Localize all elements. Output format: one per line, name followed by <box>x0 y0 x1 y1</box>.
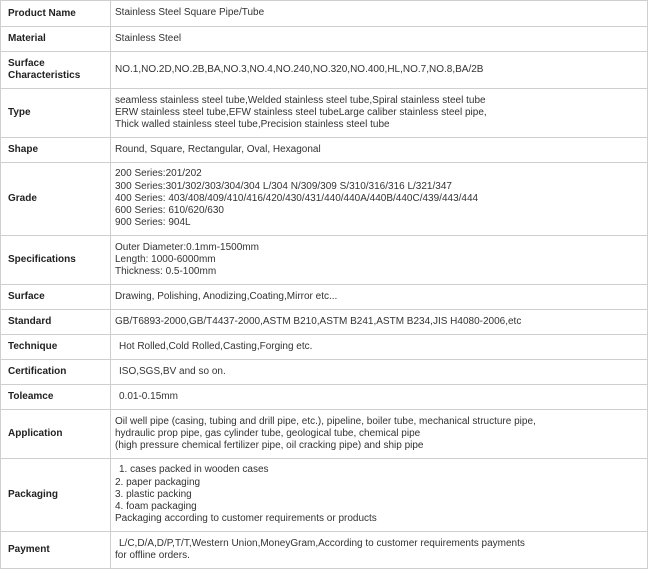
value-line: ERW stainless steel tube,EFW stainless steel tubeLarge caliber stainless steel pipe, <box>115 106 487 118</box>
row-value <box>111 285 648 310</box>
row-value <box>111 52 648 89</box>
row-material <box>1 27 648 52</box>
row-value <box>111 89 648 138</box>
row-packaging <box>1 459 648 532</box>
value-line: 600 Series: 610/620/630 <box>115 205 224 217</box>
value-line: 300 Series:301/302/303/304/304 L/304 N/309/309 S/310/316/316 L/321/347 <box>115 180 452 192</box>
row-value <box>111 360 648 385</box>
row-product-name <box>1 1 648 27</box>
value-line: Stainless Steel Square Pipe/Tube <box>115 7 265 19</box>
row-label: Grade <box>1 163 111 236</box>
row-grade <box>1 163 648 236</box>
row-value <box>111 236 648 285</box>
value-line: GB/T6893-2000,GB/T4437-2000,ASTM B210,ASTM B241,ASTM B234,JIS H4080-2006,etc <box>115 315 522 327</box>
row-label <box>1 52 111 89</box>
value-line: NO.1,NO.2D,NO.2B,BA,NO.3,NO.4,NO.240,NO.320,NO.400,HL,NO.7,NO.8,BA/2B <box>115 63 484 75</box>
row-value <box>111 410 648 459</box>
value-line: Stainless Steel <box>115 32 182 44</box>
value-line: ISO,SGS,BV and so on. <box>119 365 226 377</box>
value-line: hydraulic prop pipe, gas cylinder tube, geological tube, chemical pipe <box>115 427 421 439</box>
row-payment <box>1 532 648 569</box>
row-label: Material <box>1 27 111 52</box>
value-line: 900 Series: 904L <box>115 217 191 229</box>
row-label: Toleamce <box>1 385 111 410</box>
value-line: Hot Rolled,Cold Rolled,Casting,Forging etc. <box>119 340 313 352</box>
row-value <box>111 163 648 236</box>
row-value <box>111 459 648 532</box>
row-value <box>111 310 648 335</box>
value-line: Thickness: 0.5-100mm <box>115 266 217 278</box>
row-standard <box>1 310 648 335</box>
value-line: seamless stainless steel tube,Welded stainless steel tube,Spiral stainless steel tube <box>115 94 486 106</box>
value-line: for offline orders. <box>115 550 190 561</box>
value-line: Packaging according to customer requirements or products <box>115 513 377 525</box>
value-line: Outer Diameter:0.1mm-1500mm <box>115 241 259 253</box>
row-type <box>1 89 648 138</box>
row-value <box>111 385 648 410</box>
row-label: Standard <box>1 310 111 335</box>
row-surface <box>1 285 648 310</box>
row-label: Product Name <box>1 1 111 27</box>
row-value <box>111 1 648 27</box>
row-label: Certification <box>1 360 111 385</box>
row-surface-characteristics <box>1 52 648 89</box>
row-tolerance <box>1 385 648 410</box>
label-line: Characteristics <box>8 70 81 81</box>
value-line: L/C,D/A,D/P,T/T,Western Union,MoneyGram,According to customer requirements payments <box>119 537 525 549</box>
row-label: Packaging <box>1 459 111 532</box>
value-line: Drawing, Polishing, Anodizing,Coating,Mirror etc... <box>115 290 338 302</box>
row-technique <box>1 335 648 360</box>
row-label: Specifications <box>1 236 111 285</box>
row-value <box>111 532 648 569</box>
value-line: 4. foam packaging <box>115 501 197 513</box>
row-specifications <box>1 236 648 285</box>
row-label: Shape <box>1 138 111 163</box>
value-line: 3. plastic packing <box>115 488 192 500</box>
value-line: 2. paper packaging <box>115 476 201 488</box>
value-line: 0.01-0.15mm <box>119 390 178 402</box>
row-application <box>1 410 648 459</box>
row-value <box>111 335 648 360</box>
row-value <box>111 138 648 163</box>
value-line: Round, Square, Rectangular, Oval, Hexagonal <box>115 143 321 155</box>
row-label: Payment <box>1 532 111 569</box>
row-certification <box>1 360 648 385</box>
row-value <box>111 27 648 52</box>
value-line: (high pressure chemical fertilizer pipe, oil cracking pipe) and ship pipe <box>115 440 424 452</box>
value-line: Length: 1000-6000mm <box>115 253 216 265</box>
row-label: Type <box>1 89 111 138</box>
row-shape <box>1 138 648 163</box>
label-line: Surface <box>8 58 45 69</box>
row-label: Surface <box>1 285 111 310</box>
value-line: 1. cases packed in wooden cases <box>119 464 269 476</box>
row-label: Application <box>1 410 111 459</box>
row-label: Technique <box>1 335 111 360</box>
value-line: 400 Series: 403/408/409/410/416/420/430/431/440/440A/440B/440C/439/443/444 <box>115 192 479 204</box>
value-line: Oil well pipe (casing, tubing and drill pipe, etc.), pipeline, boiler tube, mechanical structure pipe, <box>115 415 536 427</box>
value-line: 200 Series:201/202 <box>115 168 202 180</box>
value-line: Thick walled stainless steel tube,Precision stainless steel tube <box>115 119 390 131</box>
